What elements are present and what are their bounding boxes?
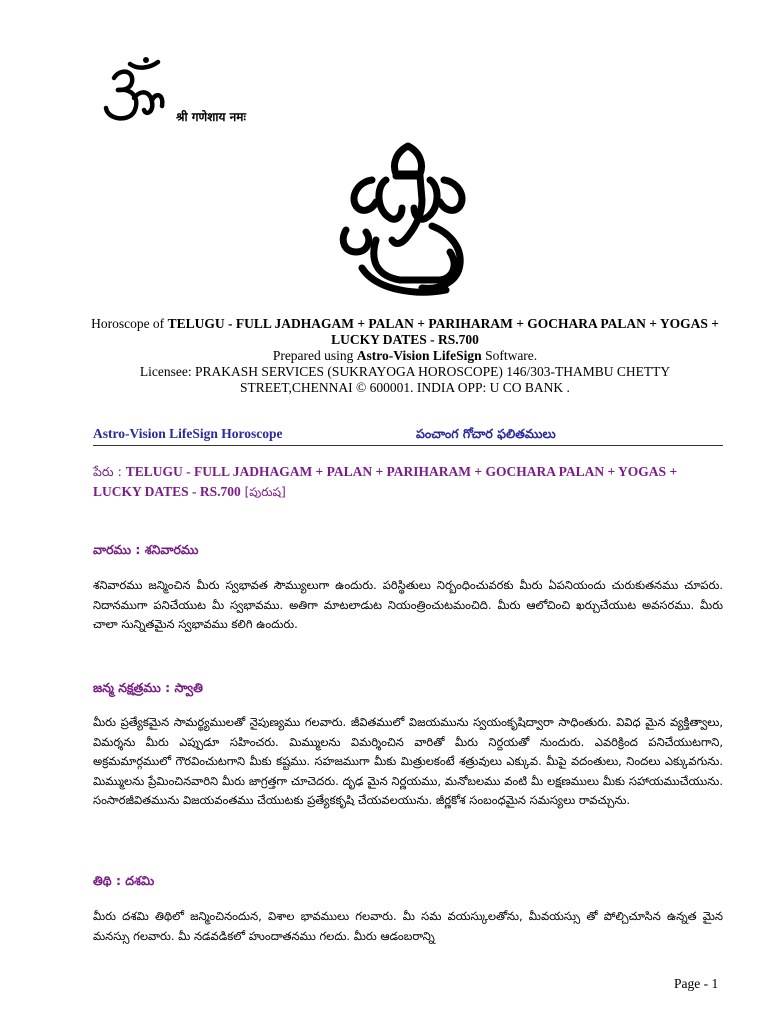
prepared-prefix: Prepared using — [272, 348, 357, 363]
header-divider — [93, 445, 723, 446]
licensee-text: Licensee: PRAKASH SERVICES (SUKRAYOGA HOROSCOPE) 146/303-THAMBU CHETTY STREET,CHENNAI © 600001. INDIA OPP: U CO BANK . — [139, 364, 671, 395]
section-body-weekday: శనివారము జన్మించిన మీరు స్వభావత సౌమ్యులుగా ఉందురు. పరిస్థితులు నిర్బంధించువరకు మీరు ఏపనియందు చురుకుతనము చూపరు. నిదానముగా పనిచేయుట మీ స్వభావము. అతిగా మాటలాడుట నియంత్రించుటమంచిది. మీరు ఆలోచించి ఖర్చుచేయుట అవసరము. మీరు చాలా సున్నితమైన స్వభావము కలిగి ఉందురు. — [93, 578, 723, 632]
section-body-tithi: మీరు దశమి తిథిలో జన్మించినందున, విశాల భావములు గలవారు. మీ సమ వయస్కులతోను, మీవయస్సు తో పోల్చిచూసిన ఉన్నత మైన మనస్సు గలవారు. మీ నడవడికలో హుందాతనము గలదు. మీరు ఆడంబరాన్ని — [93, 909, 723, 943]
gender-text: [పురుష] — [240, 485, 286, 499]
name-text: TELUGU - FULL JADHAGAM + PALAN + PARIHARAM + GOCHARA PALAN + YOGAS + LUCKY DATES - RS.700 — [93, 464, 678, 499]
section-heading-nakshatra: జన్మ నక్షత్రము : స్వాతి — [93, 680, 203, 695]
name-line — [93, 462, 723, 502]
title-prefix: Horoscope of — [91, 316, 168, 331]
page-number: Page - 1 — [674, 976, 719, 991]
name-prefix: పేరు : — [93, 464, 126, 479]
invocation-text: श्री गणेशाय नमः — [176, 110, 246, 124]
title-bold: TELUGU - FULL JADHAGAM + PALAN + PARIHARAM + GOCHARA PALAN + YOGAS + LUCKY DATES - RS.700 — [167, 316, 719, 347]
header-right: పంచాంగ గోచార ఫలితములు — [416, 426, 556, 441]
software-name: Astro-Vision LifeSign — [356, 348, 482, 363]
section-body-nakshatra: మీరు ప్రత్యేకమైన సామర్థ్యములతో నైపుణ్యము గలవారు. జీవితములో విజయమును స్వయంకృషిద్వారా సాధింతురు. వివిధ మైన వ్యక్తిత్వాలు, విమర్శను మీరు ఎప్పుడూ సహించరు. మిమ్ములను విమర్శించిన వారితో మీరు నిర్దయతో నుందురు. ఎవరిక్రింద పనిచేయుటగాని, అక్రమమార్గములో గౌరవించుటగాని మీకు కష్టము. సహజముగా మీకు మిత్రులకంటే శత్రువులు ఎక్కువ. మీపై వదంతులు, నిందలు ఎక్కువగును. మిమ్ములను ప్రేమించినవారిని మీరు జాగ్రత్తగా చూచెదరు. దృఢ మైన నిర్ణయము, మనోబలము వంటి మీ లక్షణములు మీకు సహాయముచేయును. సంసారజీవితమును విజయవంతము చేయుటకు ప్రత్యేకకృషి చేయవలయును. జీర్ణకోశ సంబంధమైన సమస్యలు రావచ్చును. — [93, 715, 723, 808]
horoscope-title-block — [90, 316, 720, 396]
ganesha-icon — [336, 140, 480, 300]
section-heading-weekday: వారము : శనివారము — [93, 542, 199, 557]
om-symbol-icon — [100, 56, 170, 126]
header-left: Astro-Vision LifeSign Horoscope — [93, 426, 283, 441]
prepared-suffix: Software. — [481, 348, 538, 363]
section-heading-tithi: తిథి : దశమి — [93, 873, 155, 888]
section-header — [93, 426, 723, 444]
